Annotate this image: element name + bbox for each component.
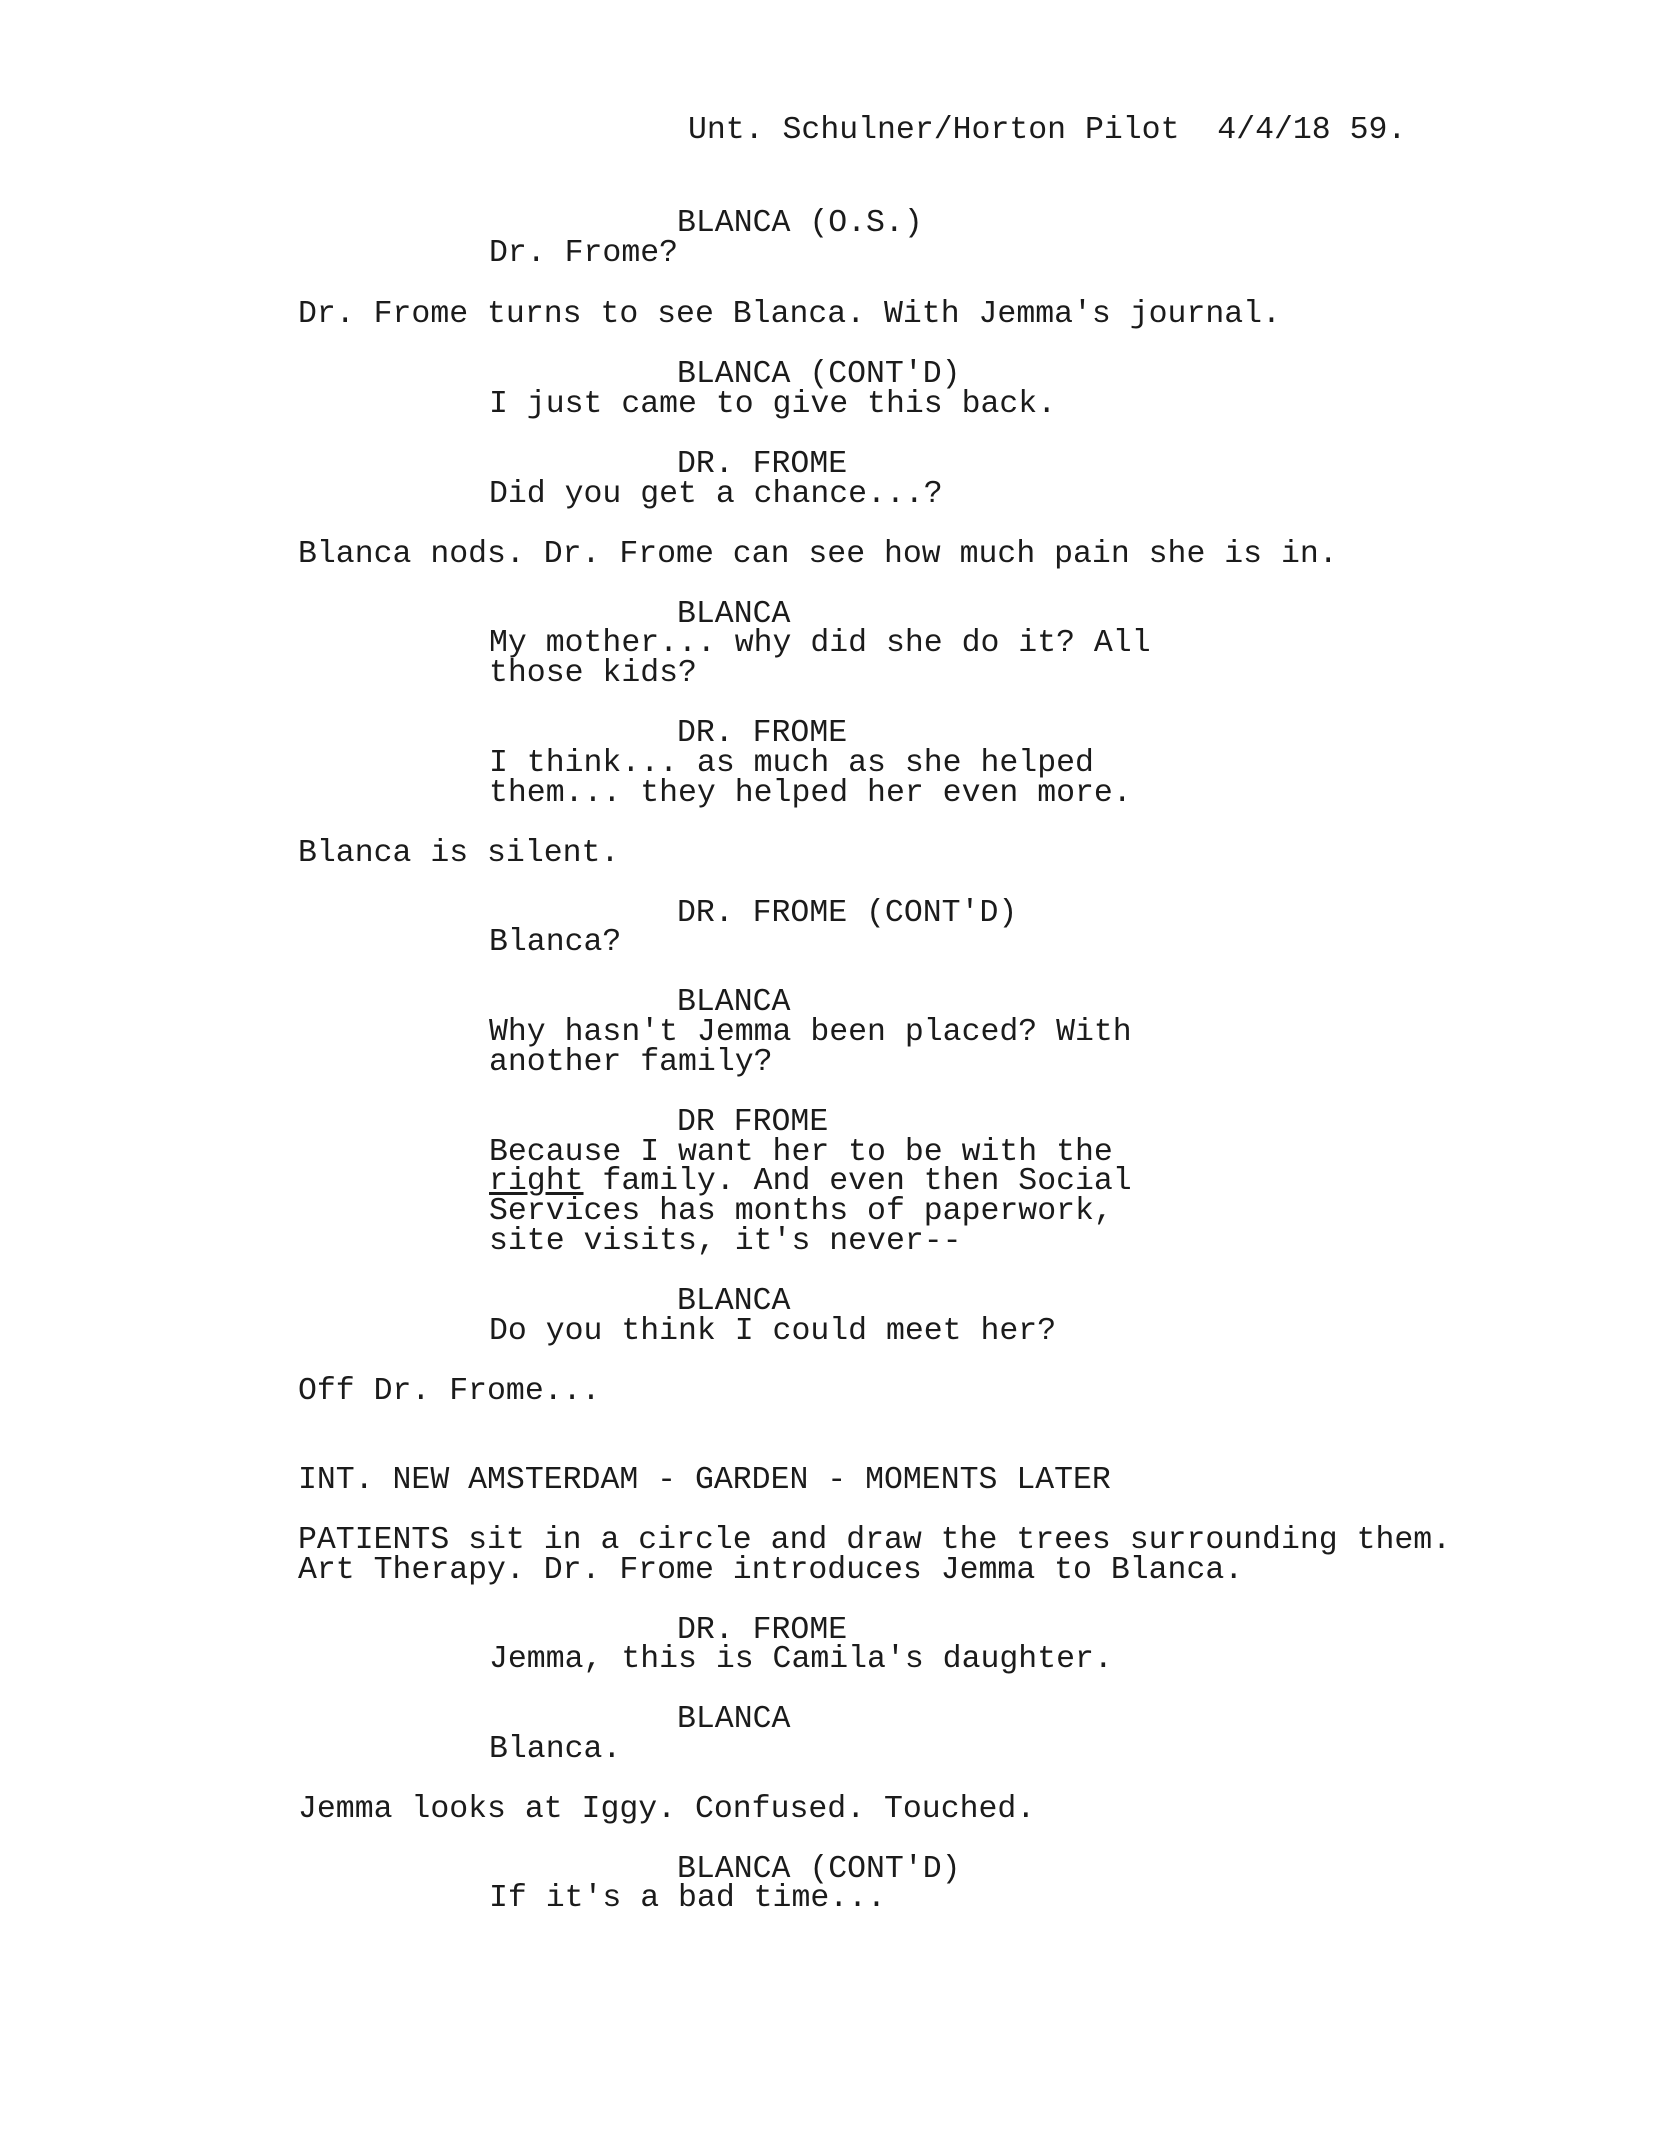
character-cue: BLANCA (CONT'D): [677, 357, 961, 392]
dialogue-line: site visits, it's never--: [489, 1224, 962, 1259]
action-line: Art Therapy. Dr. Frome introduces Jemma to Blanca.: [298, 1553, 1244, 1588]
dialogue-line: [489, 1164, 1132, 1199]
character-cue: BLANCA: [677, 597, 791, 632]
header-date: 4/4/18: [1217, 113, 1331, 148]
scene-heading: INT. NEW AMSTERDAM - GARDEN - MOMENTS LATER: [298, 1463, 1111, 1498]
character-cue: DR. FROME: [677, 1613, 848, 1648]
character-cue: DR. FROME (CONT'D): [677, 896, 1018, 931]
action-line: Dr. Frome turns to see Blanca. With Jemma's journal.: [298, 297, 1281, 332]
character-cue: BLANCA: [677, 1284, 791, 1319]
dialogue-line: Do you think I could meet her?: [489, 1314, 1057, 1349]
page-header: [688, 113, 1407, 148]
dialogue-line: Why hasn't Jemma been placed? With: [489, 1015, 1132, 1050]
dialogue-line: Jemma, this is Camila's daughter.: [489, 1642, 1113, 1677]
character-cue: DR. FROME: [677, 716, 848, 751]
dialogue-line: I just came to give this back.: [489, 387, 1057, 422]
dialogue-line: them... they helped her even more.: [489, 776, 1132, 811]
action-line: Blanca is silent.: [298, 836, 620, 871]
underlined-word: right: [489, 1164, 584, 1199]
action-line: Jemma looks at Iggy. Confused. Touched.: [298, 1792, 1036, 1827]
action-line: PATIENTS sit in a circle and draw the trees surrounding them.: [298, 1523, 1452, 1558]
dialogue-line: another family?: [489, 1045, 773, 1080]
dialogue-line: My mother... why did she do it? All: [489, 626, 1151, 661]
dialogue-line: those kids?: [489, 656, 697, 691]
dialogue-line: Did you get a chance...?: [489, 477, 943, 512]
dialogue-fragment: family. And even then Social: [583, 1164, 1132, 1199]
dialogue-line: If it's a bad time...: [489, 1881, 886, 1916]
dialogue-line: Because I want her to be with the: [489, 1135, 1113, 1170]
dialogue-line: I think... as much as she helped: [489, 746, 1094, 781]
dialogue-line: Blanca?: [489, 925, 622, 960]
header-title: Unt. Schulner/Horton Pilot: [688, 113, 1180, 148]
character-cue: DR FROME: [677, 1105, 829, 1140]
page-number: 59.: [1349, 113, 1407, 148]
dialogue-line: Blanca.: [489, 1732, 622, 1767]
action-line: Blanca nods. Dr. Frome can see how much pain she is in.: [298, 537, 1338, 572]
character-cue: BLANCA (O.S.): [677, 206, 923, 241]
dialogue-line: Services has months of paperwork,: [489, 1194, 1113, 1229]
character-cue: BLANCA: [677, 985, 791, 1020]
character-cue: BLANCA: [677, 1702, 791, 1737]
character-cue: BLANCA (CONT'D): [677, 1852, 961, 1887]
action-line: Off Dr. Frome...: [298, 1374, 601, 1409]
character-cue: DR. FROME: [677, 447, 848, 482]
dialogue-line: Dr. Frome?: [489, 236, 679, 271]
